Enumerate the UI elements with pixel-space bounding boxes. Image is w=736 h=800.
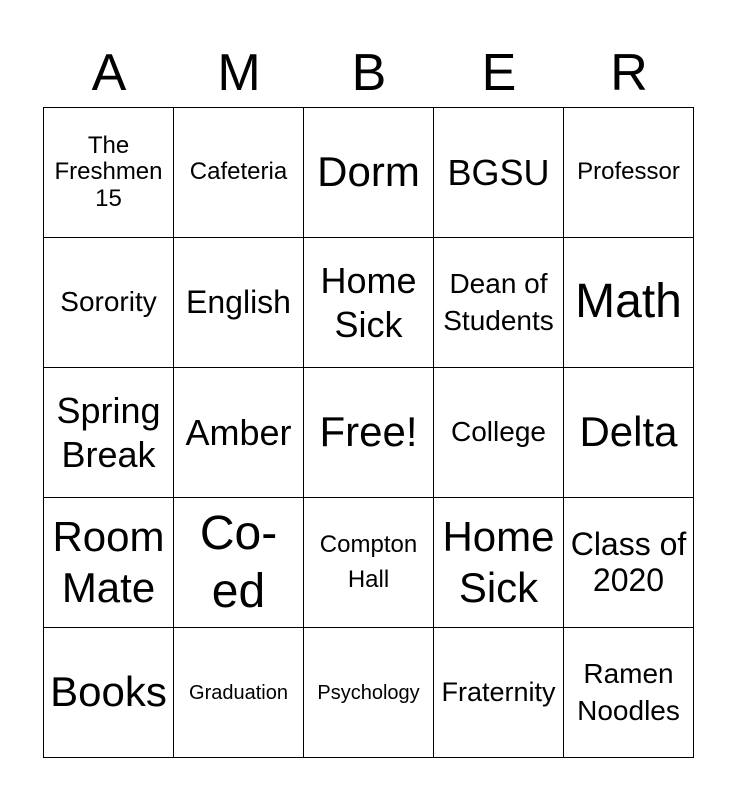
bingo-cell[interactable] — [564, 628, 694, 758]
header-letter-a: A — [91, 44, 127, 102]
cell-text: College — [451, 416, 546, 448]
bingo-cell[interactable] — [44, 498, 174, 628]
header-letter-r: R — [610, 44, 648, 102]
bingo-cell[interactable] — [304, 368, 434, 498]
bingo-cell[interactable] — [304, 628, 434, 758]
header-letter-b: B — [351, 44, 387, 102]
bingo-header — [44, 38, 694, 108]
bingo-cell[interactable] — [174, 108, 304, 238]
bingo-cell[interactable] — [174, 628, 304, 758]
bingo-cell[interactable] — [434, 498, 564, 628]
bingo-cell[interactable] — [564, 238, 694, 368]
cell-text: Dean of Students — [443, 268, 554, 336]
bingo-cell[interactable] — [304, 108, 434, 238]
bingo-cell[interactable] — [44, 368, 174, 498]
header-letter-e: E — [481, 44, 517, 102]
bingo-cell[interactable] — [44, 238, 174, 368]
cell-text: Books — [50, 668, 167, 716]
bingo-cell[interactable] — [434, 108, 564, 238]
cell-text: Co-ed — [199, 506, 278, 618]
cell-text: Sorority — [60, 286, 157, 318]
cell-text: Professor — [577, 158, 680, 186]
cell-text: Math — [575, 275, 682, 329]
bingo-cell[interactable] — [434, 368, 564, 498]
bingo-cell[interactable] — [434, 628, 564, 758]
bingo-cell[interactable] — [564, 498, 694, 628]
bingo-cell[interactable] — [304, 238, 434, 368]
cell-text: Spring Break — [56, 390, 161, 475]
cell-text: Graduation — [189, 681, 288, 704]
bingo-cell[interactable] — [304, 498, 434, 628]
cell-text: Amber — [185, 411, 292, 453]
cell-text: Dorm — [317, 148, 420, 196]
cell-text: English — [186, 283, 291, 320]
bingo-board — [43, 107, 694, 758]
bingo-cell[interactable] — [434, 238, 564, 368]
cell-text: Room Mate — [52, 513, 165, 611]
cell-text: Home Sick — [320, 260, 417, 345]
cell-text: Delta — [579, 408, 678, 456]
cell-text: BGSU — [447, 151, 550, 193]
bingo-cell[interactable] — [564, 108, 694, 238]
cell-text: Psychology — [317, 681, 420, 704]
bingo-cell[interactable] — [174, 498, 304, 628]
cell-text: Class of 2020 — [570, 526, 687, 598]
cell-text: Free! — [319, 408, 418, 456]
cell-text: The Freshmen 15 — [54, 131, 163, 212]
bingo-cell[interactable] — [174, 368, 304, 498]
bingo-cell[interactable] — [564, 368, 694, 498]
cell-text: Cafeteria — [189, 158, 288, 186]
cell-text: Fraternity — [441, 676, 556, 707]
cell-text: Home Sick — [442, 513, 555, 611]
cell-text: Ramen Noodles — [577, 658, 680, 726]
bingo-cell[interactable] — [174, 238, 304, 368]
bingo-cell[interactable] — [44, 108, 174, 238]
cell-text: Compton Hall — [319, 530, 418, 593]
bingo-cell[interactable] — [44, 628, 174, 758]
header-letter-m: M — [217, 44, 261, 102]
